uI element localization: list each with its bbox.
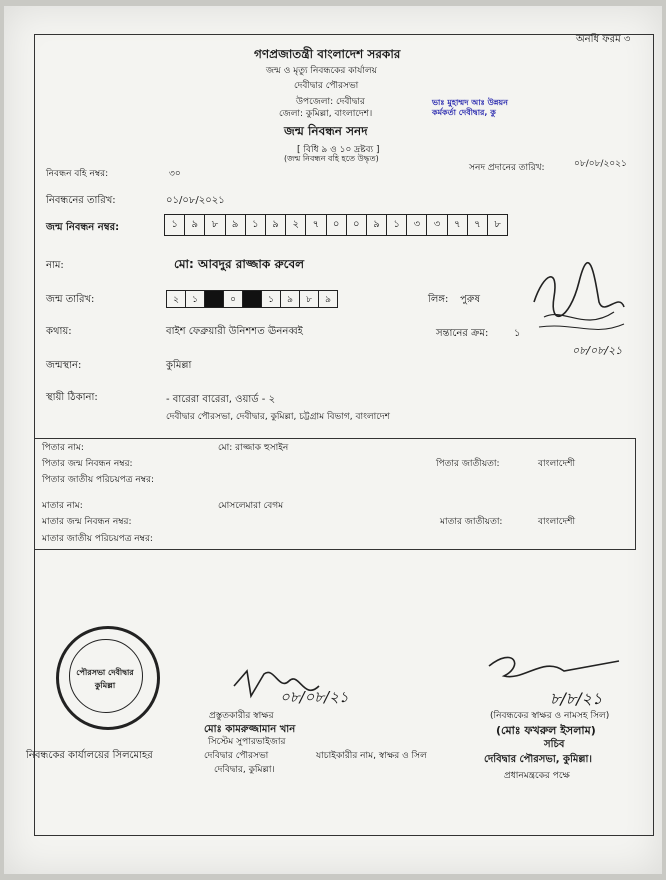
preparer-signature-date: ০৮/০৮/২১ [280,688,349,706]
dob-separator [205,291,224,307]
verifier-label: যাচাইকারীর নাম, স্বাক্ষর ও সিল [316,751,427,761]
reg-no-digit: ৮ [205,215,225,235]
father-name-value: মো: রাজ্জাক হুসাইন [218,443,289,453]
address-line-1: - বারেরা বারেরা, ওয়ার্ড - ২ [166,394,276,405]
book-no-label: নিবন্ধন বহি নম্বর: [46,169,109,179]
certificate-subtitle: (জন্ম নিবন্ধন বহি হতে উদ্ধৃত) [284,154,379,163]
reg-no-digit: ১ [387,215,407,235]
certificate-paper [4,6,662,874]
signature-date-1: ০৮/০৮/২১ [572,344,623,357]
reg-no-digit: ৯ [226,215,246,235]
father-name-label: পিতার নাম: [42,443,84,453]
seal-text: পৌরসভা দেবীদ্বার কুমিল্লা [76,668,134,690]
reg-no-digit: ১ [165,215,185,235]
dob-digit: ১ [262,291,281,307]
reg-no-digit: ৮ [494,218,501,230]
reg-no-digit: ৭ [306,215,326,235]
district-name: জেলা: কুমিল্লা, বাংলাদেশ। [279,109,373,119]
sex-value: পুরুষ [460,294,480,305]
reg-no-digit: ৩ [407,215,427,235]
registrar-name: (মোঃ ফখরুল ইসলাম) [496,724,596,737]
government-title: গণপ্রজাতন্ত্রী বাংলাদেশ সরকার [254,47,401,61]
dob-words-label: কথায়: [46,326,72,337]
municipality-name: দেবীদ্বার পৌরসভা [294,81,359,91]
reg-no-digit: ০ [327,215,347,235]
registrar-signature-label: (নিবন্ধকের স্বাক্ষর ও নামসহ সিল) [490,711,610,721]
reg-no-digit: ২ [286,215,306,235]
father-reg-label: পিতার জন্ম নিবন্ধন নম্বর: [42,459,133,469]
child-order-label: সন্তানের ক্রম: [436,328,489,339]
office-title: জন্ম ও মৃত্যু নিবন্ধকের কার্যালয় [266,66,377,76]
preparer-title: সিস্টেম সুপারভাইজার [208,737,286,747]
birthplace-label: জন্মস্থান: [46,360,82,371]
dob-digit: ৮ [300,291,319,307]
dob-digit: ০ [224,291,243,307]
rule-reference: [ বিধি ৯ ও ১০ দ্রষ্টব্য ] [297,145,380,155]
preparer-signature-label: প্রস্তুতকারীর স্বাক্ষর [209,711,274,721]
child-order-value: ১ [514,328,521,339]
reg-no-digit: ৩ [427,215,447,235]
name-label: নাম: [46,260,64,271]
book-no-value: ৩০ [169,169,181,179]
reg-no-digit: ৯ [185,215,205,235]
address-label: স্থায়ী ঠিকানা: [46,392,98,403]
father-nid-label: পিতার জাতীয় পরিচয়পত্র নম্বর: [42,475,155,485]
dob-digit: ২ [167,291,186,307]
reg-no-label: জন্ম নিবন্ধন নম্বর: [46,222,120,233]
dob-words-value: বাইশ ফেব্রুয়ারী উনিশশত ঊননব্বই [166,326,303,337]
mother-nationality-value: বাংলাদেশী [538,517,576,527]
reg-date-label: নিবন্ধনের তারিখ: [46,195,116,206]
preparer-office: দেবিদ্বার পৌরসভা [204,751,269,761]
reg-no-digit: ৯ [266,215,286,235]
reg-no-digit: ৯ [367,215,387,235]
certificate-title: জন্ম নিবন্ধন সনদ [284,124,368,138]
reg-no-digit: ১ [246,215,266,235]
dob-digit: ১ [186,291,205,307]
address-line-2: দেবীদ্বার পৌরসভা, দেবীদ্বার, কুমিল্লা, চট্টগ্রাম বিভাগ, বাংলাদেশ [166,412,390,422]
mother-name-value: মোসলেমারা বেগম [218,501,284,511]
father-nationality-label: পিতার জাতীয়তা: [436,459,500,469]
registrar-signature-date: ৮/৮/২১ [550,689,603,708]
preparer-place: দেবিদ্বার, কুমিল্লা। [214,765,275,775]
officer-stamp: ভাঃ মুহাম্মদ আঃ উন্নয়ন কর্মকর্তা দেবীদ্বার, কু [432,98,508,117]
mother-name-label: মাতার নাম: [42,501,83,511]
dob-separator [243,291,262,307]
dob-boxes [166,290,338,308]
seal-caption: নিবন্ধকের কার্যালয়ের সিলমোহর [26,750,153,761]
name-value: মো: আবদুর রাজ্জাক রুবেল [174,257,305,271]
reg-date-value: ০১/০৮/২০২১ [166,195,225,206]
dob-label: জন্ম তারিখ: [46,294,95,305]
office-seal [56,626,160,730]
father-nationality-value: বাংলাদেশী [538,459,576,469]
dob-digit: ৯ [325,294,331,305]
reg-no-digit: ০ [347,215,367,235]
mother-nid-label: মাতার জাতীয় পরিচয়পত্র নম্বর: [42,534,153,544]
reg-no-digit: ৭ [448,215,468,235]
registrar-on-behalf: প্রধানমন্ত্রকের পক্ষে [504,771,570,781]
upazila-name: উপজেলা: দেবীদ্বার [296,97,365,107]
registrar-office: দেবিদ্বার পৌরসভা, কুমিল্লা। [484,754,593,765]
mother-reg-label: মাতার জন্ম নিবন্ধন নম্বর: [42,517,132,527]
issue-date-label: সনদ প্রদানের তারিখ: [469,163,545,173]
form-number: অনধি ফরম ৩ [576,34,631,45]
signature-drawing-1 [524,262,634,352]
birthplace-value: কুমিল্লা [166,360,192,371]
sex-label: লিঙ্গ: [428,294,449,305]
preparer-name: মোঃ কামরুজ্জামান খান [204,724,296,735]
reg-no-boxes [164,214,508,236]
registrar-title: সচিব [544,739,565,750]
dob-digit: ৯ [281,291,300,307]
reg-no-digit: ৭ [468,215,488,235]
issue-date-value: ০৮/০৮/২০২১ [574,159,627,169]
mother-nationality-label: মাতার জাতীয়তা: [440,517,503,527]
